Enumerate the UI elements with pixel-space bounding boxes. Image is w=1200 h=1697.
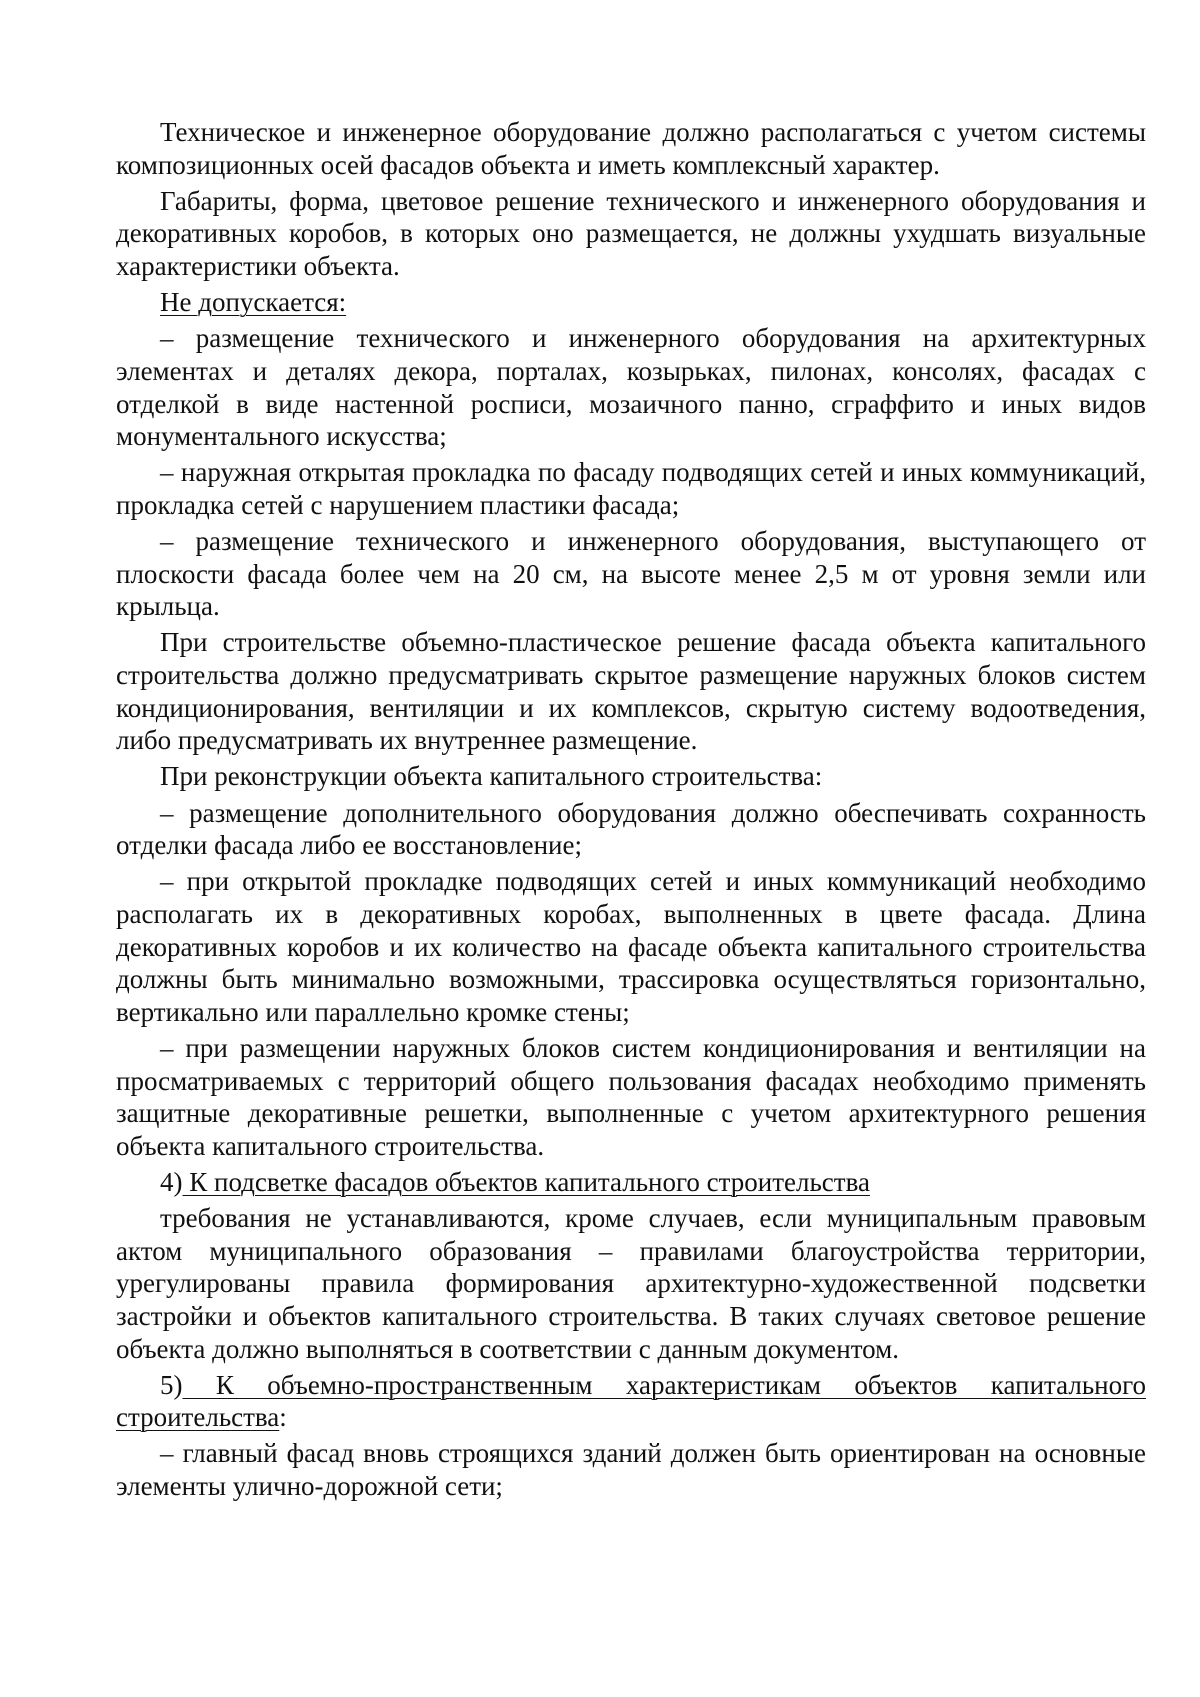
document-body [116,116,1146,1506]
section-title-5-colon: : [279,1402,287,1433]
heading-not-allowed-text: Не допускается: [160,287,347,318]
paragraph-equipment-dimensions: Габариты, форма, цветовое решение технического и инженерного оборудования и декоративных коробов, в которых оно размещается, не должны ухудшать визуальные характеристики объекта. [116,185,1146,281]
list-item: – при открытой прокладке подводящих сетей и иных коммуникаций необходимо располагать их в декоративных коробах, выполненных в цвете фасада. Длина декоративных коробов и их количество на фасаде объекта капитального строительства должны быть минимально возможными, трассировка осуществляться горизонтально, вертикально или параллельно кромке стены; [116,866,1146,1027]
section-title-5: К объемно-пространственным характеристикам объектов капитального строительства [116,1369,1146,1433]
paragraph-construction: При строительстве объемно-пластическое решение фасада объекта капитального строительства должно предусматривать скрытое размещение наружных блоков систем кондиционирования, вентиляции и их комплексов, скрытую систему водоотведения, либо предусматривать их внутреннее размещение. [116,627,1146,756]
section-heading-5 [116,1369,1146,1434]
list-item: – размещение технического и инженерного оборудования, выступающего от плоскости фасада более чем на 20 см, на высоте менее 2,5 м от уровня земли или крыльца. [116,526,1146,622]
list-item: – наружная открытая прокладка по фасаду подводящих сетей и иных коммуникаций, прокладка сетей с нарушением пластики фасада; [116,457,1146,520]
section-heading-4 [116,1166,1146,1199]
list-item: – главный фасад вновь строящихся зданий должен быть ориентирован на основные элементы улично-дорожной сети; [116,1438,1146,1502]
list-item: – размещение дополнительного оборудования должно обеспечивать сохранность отделки фасада либо ее восстановление; [116,797,1146,861]
list-item: – при размещении наружных блоков систем кондиционирования и вентиляции на просматриваемых с территорий общего пользования фасадах необходимо применять защитные декоративные решетки, выполненные с учетом архитектурного решения объекта капитального строительства. [116,1032,1146,1161]
section-number-5: 5) [160,1369,183,1400]
paragraph-equipment-placement: Техническое и инженерное оборудование должно располагаться с учетом системы композиционных осей фасадов объекта и иметь комплексный характер. [116,117,1146,180]
paragraph-reconstruction: При реконструкции объекта капитального строительства: [160,761,823,792]
list-item: – размещение технического и инженерного оборудования на архитектурных элементах и деталях декора, порталах, козырьках, пилонах, консолях, фасадах с отделкой в виде настенной росписи, мозаичного панно, сграффито и иных видов монументального искусства; [116,323,1146,452]
paragraph-lighting-requirements: требования не устанавливаются, кроме случаев, если муниципальным правовым актом муниципального образования – правилами благоустройства территории, урегулированы правила формирования архитектурно-художественной подсветки застройки и объектов капитального строительства. В таких случаях световое решение объекта должно выполняться в соответствии с данным документом. [116,1203,1146,1364]
section-title-4: К подсветке фасадов объектов капитального строительства [182,1166,870,1197]
heading-not-allowed [116,286,1146,319]
section-number-4: 4) [160,1166,183,1197]
